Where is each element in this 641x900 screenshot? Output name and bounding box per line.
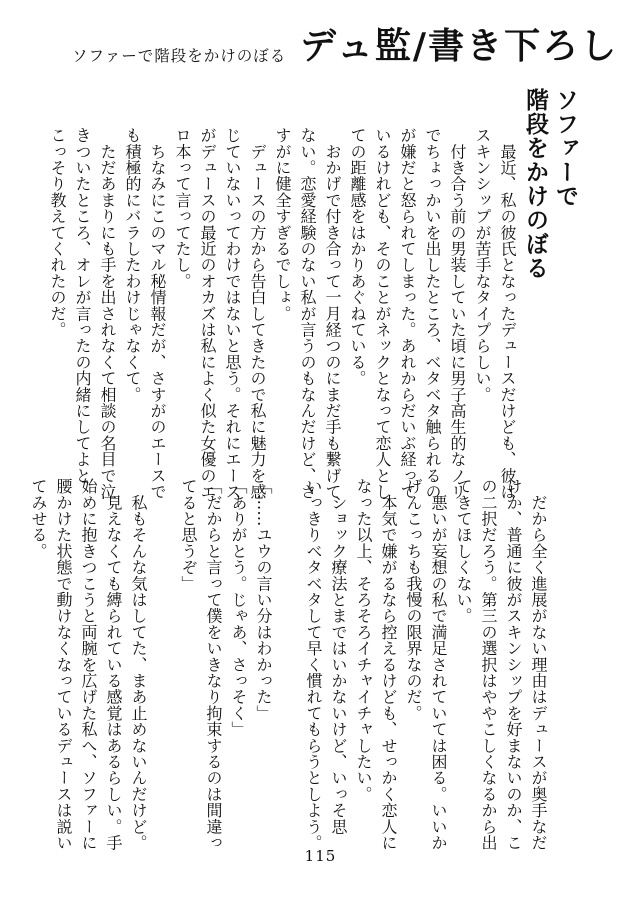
page-number: 115 <box>304 847 337 865</box>
text-column-line: 始めに抱きつこうと両腕を広げた私へ、ソファーに <box>79 478 98 851</box>
running-header-title: デュ監/書き下ろし <box>300 26 619 67</box>
text-column-line: ロ本って言ってたし。 <box>173 127 192 289</box>
text-column-line: 付き合う前の男装していた頃に男子高生的なノリ <box>448 127 467 500</box>
text-column-line <box>151 478 176 823</box>
text-column-line: デュースの方から告白してきたので私に魅力を感 <box>248 127 267 500</box>
text-column-line: 「ありがとう。じゃあ、さっそく」 <box>229 478 248 738</box>
text-column-line: ちなみにこのマル秘情報だが、さすがのエースで <box>148 127 167 500</box>
text-column-line: けか、普通に彼がスキンシップを好まないのか、こ <box>504 478 523 851</box>
text-column-line: だから全く進展がない理由はデュースが奥手なだ <box>529 478 548 851</box>
text-column-line: げんこっちも我慢の限界なのだ。 <box>404 478 423 721</box>
text-column-line: いるけれども、そのことがネックとなって恋人とし <box>373 127 392 500</box>
text-column-line: すがに健全すぎるでしょ。 <box>273 127 292 322</box>
text-column-line: 私もそんな気はしてた、まあ止めないんだけど。 <box>129 478 148 851</box>
text-column-line: 「だからと言って僕をいきなり拘束するのは間違っ <box>204 478 223 851</box>
text-column-line: 最近、私の彼氏となったデュースだけども、彼は <box>498 127 517 500</box>
text-column-line: も積極的にバラしたわけじゃなくて。 <box>123 127 142 403</box>
text-column-line: 見えなくても縛られている感覚はあるらしい。手 <box>104 478 123 851</box>
text-column-line: きついたところ、オレが言ったの内緒にしてよと <box>73 127 92 484</box>
text-column-line: おかげで付き合って一月経つのにまだ手も繋げて <box>323 127 342 500</box>
text-column-line: でちょっかいを出したところ、ベタベタ触られるの <box>423 127 442 500</box>
text-column-line: ただあまりにも手を出されなくて相談の名目で泣 <box>98 127 117 500</box>
text-column-line: こっそり教えてくれたのだ。 <box>48 127 67 338</box>
text-column-line: ての距離感をはかりあぐねている。 <box>348 127 367 387</box>
text-column-line: ショック療法とまではいかないけど、いっそ思 <box>329 478 348 835</box>
text-column-line: 悪いが妄想の私で満足されていては困る。いいか <box>429 478 448 851</box>
text-column-line: が嫌だと怒られてしまった。あれからだいぶ経って <box>398 127 417 500</box>
chapter-title <box>520 88 580 388</box>
text-column-line <box>276 478 301 823</box>
text-column-line: 本気で嫌がるなら控えるけども、せっかく恋人に <box>379 478 398 851</box>
text-column-line: 腰かけた状態で動けなくなっているデュースは説い <box>54 478 73 851</box>
text-column-line: の二択だろう。第三の選択はややこしくなるから出 <box>479 478 498 851</box>
text-column-line: ない。恋愛経験のない私が言うのもなんだけど、さ <box>298 127 317 500</box>
text-column-line: いっきりベタベタして早く慣れてもらうとしよう。 <box>304 478 323 851</box>
text-column-line: てきてほしくない。 <box>454 478 473 624</box>
text-column-line: がデュースの最近のオカズは私によく似た女優のエ <box>198 127 217 500</box>
text-column-line: 「……ユウの言い分はわかった」 <box>254 478 273 721</box>
running-header-subtitle: ソファーで階段をかけのぼる <box>72 47 287 65</box>
chapter-title-line: 階段をかけのぼる <box>522 88 548 280</box>
text-column-line: てると思うぞ」 <box>179 478 198 592</box>
text-column-line: じていないってわけではないと思う。それにエース <box>223 127 242 500</box>
body-text-upper-block <box>48 127 520 500</box>
text-column-line: スキンシップが苦手なタイプらしい。 <box>473 127 492 403</box>
body-text-lower-block <box>29 478 551 851</box>
chapter-title-line: ソファーで <box>552 88 578 208</box>
text-column-line: てみせる。 <box>29 478 48 559</box>
text-column-line: なった以上、そろそろイチャイチャしたい。 <box>354 478 373 802</box>
